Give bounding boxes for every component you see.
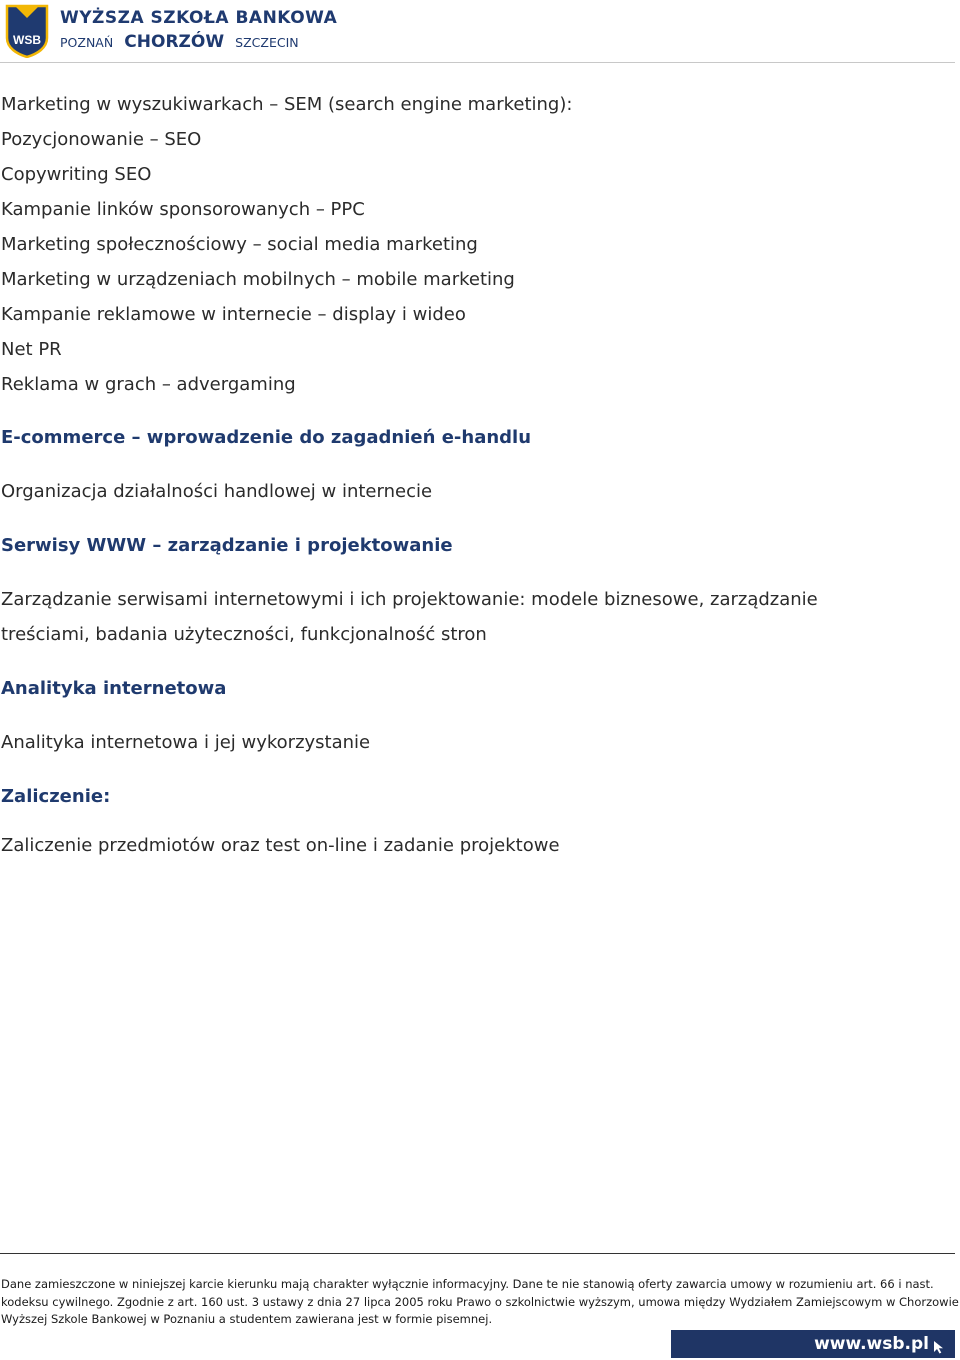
- section-heading-www: Serwisy WWW – zarządzanie i projektowanie: [1, 535, 453, 556]
- section-heading-ecommerce: E-commerce – wprowadzenie do zagadnień e-handlu: [1, 427, 532, 448]
- topic-line: Reklama w grach – advergaming: [1, 374, 296, 395]
- topic-line: Pozycjonowanie – SEO: [1, 129, 202, 150]
- legal-note-line: Dane zamieszczone w niniejszej karcie kierunku mają charakter wyłącznie informacyjny. Dane te nie stanowią oferty zawarcia umowy w rozumieniu art. 66 i nast.: [1, 1277, 934, 1291]
- city-szczecin: SZCZECIN: [235, 35, 299, 50]
- section-text-analytics: Analityka internetowa i jej wykorzystanie: [1, 732, 371, 753]
- website-link-bar[interactable]: [671, 1330, 955, 1358]
- campus-list: [60, 32, 299, 52]
- section-text-credit: Zaliczenie przedmiotów oraz test on-line i zadanie projektowe: [1, 835, 560, 856]
- wsb-logo-badge: [4, 4, 50, 58]
- topic-line: Copywriting SEO: [1, 164, 152, 185]
- section-text-ecommerce: Organizacja działalności handlowej w internecie: [1, 481, 433, 502]
- topic-line: Marketing społecznościowy – social media marketing: [1, 234, 478, 255]
- topic-line: Marketing w urządzeniach mobilnych – mobile marketing: [1, 269, 515, 290]
- page-header: [0, 0, 960, 64]
- section-text-www-cont: treściami, badania użyteczności, funkcjonalność stron: [1, 624, 487, 645]
- header-divider: [0, 62, 955, 63]
- topic-line: Net PR: [1, 339, 62, 360]
- website-link[interactable]: www.wsb.pl: [814, 1334, 929, 1354]
- legal-note-line: kodeksu cywilnego. Zgodnie z art. 160 ust. 3 ustawy z dnia 27 lipca 2005 roku Prawo o szkolnictwie wyższym, umowa między Wydziałem Zamiejscowym w Chorzowie: [1, 1295, 959, 1309]
- school-name: WYŻSZA SZKOŁA BANKOWA: [60, 8, 338, 28]
- city-chorzow: CHORZÓW: [124, 32, 225, 52]
- logo-text: WSB: [13, 33, 41, 47]
- footer-divider: [0, 1253, 955, 1254]
- legal-note-line: Wyższej Szkole Bankowej w Poznaniu a studentem zawierana jest w formie pisemnej.: [1, 1312, 493, 1326]
- city-poznan: POZNAŃ: [60, 35, 114, 50]
- pointer-cursor-icon: [933, 1340, 945, 1354]
- topic-line: Kampanie reklamowe w internecie – display i wideo: [1, 304, 466, 325]
- section-heading-credit: Zaliczenie:: [1, 786, 111, 807]
- topic-line: Kampanie linków sponsorowanych – PPC: [1, 199, 365, 220]
- topic-line: Marketing w wyszukiwarkach – SEM (search engine marketing):: [1, 94, 573, 115]
- section-heading-analytics: Analityka internetowa: [1, 678, 227, 699]
- section-text-www: Zarządzanie serwisami internetowymi i ich projektowanie: modele biznesowe, zarządzanie: [1, 589, 818, 610]
